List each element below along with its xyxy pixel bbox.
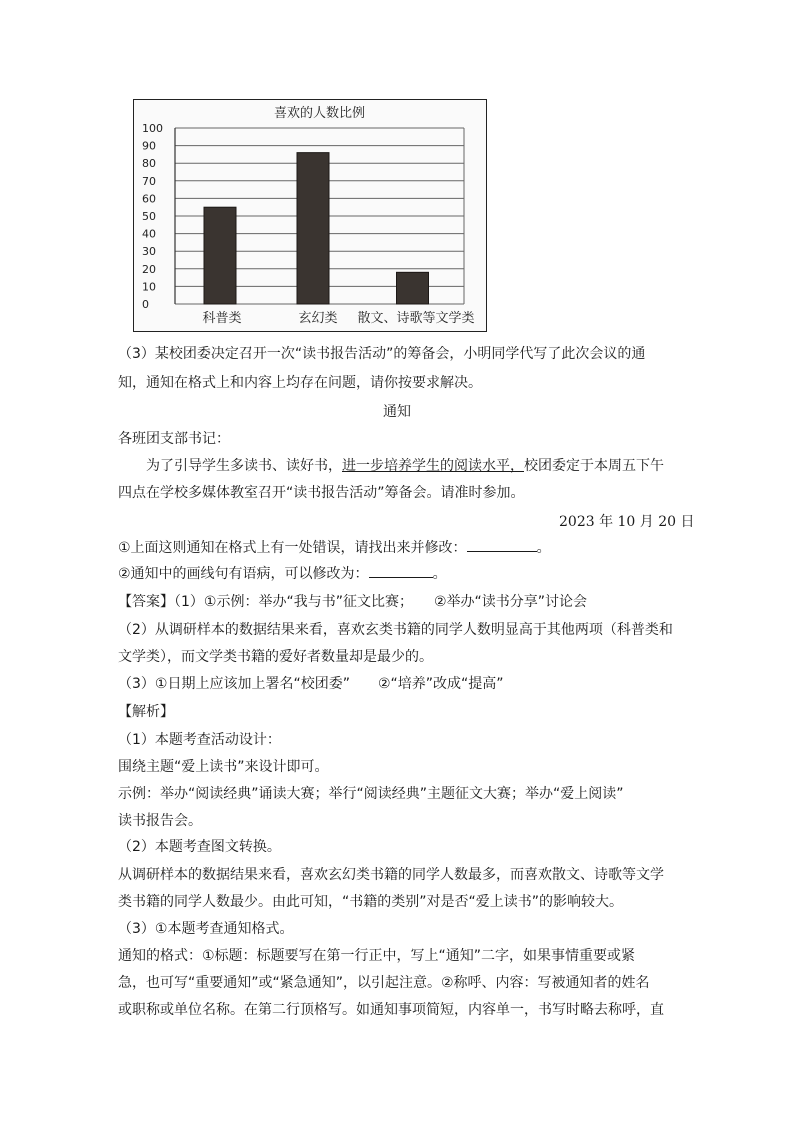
y-tick-label: 100 [142, 122, 163, 135]
x-tick-label: 科普类 [202, 311, 242, 326]
bar [397, 272, 429, 304]
analysis-line: 从调研样本的数据结果来看，喜欢玄幻类书籍的同学人数最多，而喜欢散文、诗歌等文学 [118, 867, 664, 883]
q3-intro-line-2: 知，通知在格式上和内容上均存在问题，请你按要求解决。 [118, 375, 482, 391]
notice-body-line-2: 四点在学校多媒体教室召开“读书报告活动”筹备会。请准时参加。 [118, 485, 525, 501]
notice-body-text-b: 校团委定于本周五下午 [524, 458, 664, 474]
bar [297, 153, 329, 304]
y-tick-label: 80 [142, 157, 156, 171]
analysis-line: （3）①本题考查通知格式。 [118, 921, 294, 937]
sub-question-2-end: 。 [432, 566, 447, 582]
y-tick-label: 20 [142, 262, 156, 276]
chart-canvas [134, 100, 485, 330]
chart-title: 喜欢的人数比例 [273, 106, 366, 121]
analysis-line: 读书报告会。 [118, 813, 202, 829]
analysis-line: （2）本题考查图文转换。 [118, 839, 281, 855]
sub-question-1 [118, 537, 551, 557]
notice-title: 通知 [383, 404, 411, 420]
y-tick-label: 70 [142, 174, 156, 188]
x-tick-label: 玄幻类 [298, 311, 338, 326]
y-tick-label: 10 [142, 280, 156, 294]
y-tick-label: 50 [142, 210, 156, 223]
q3-intro-line-1: （3）某校团委决定召开一次“读书报告活动”的筹备会，小明同学代写了此次会议的通 [118, 346, 646, 362]
analysis-heading: 【解析】 [118, 704, 174, 720]
answer-line-3: 文学类），而文学类书籍的爱好者数量却是最少的。 [118, 649, 433, 665]
analysis-line: 急，也可写“重要通知”或“紧急通知”，以引起注意。②称呼、内容：写被通知者的姓名 [118, 975, 650, 991]
notice-body-text-a: 为了引导学生多读书、读好书， [146, 458, 342, 474]
answer-blank-2[interactable] [369, 563, 433, 578]
notice-date: 2023 年 10 月 20 日 [559, 514, 695, 530]
y-tick-label: 30 [142, 245, 156, 259]
answer-blank-1[interactable] [467, 537, 537, 552]
answer-line-4: （3）①日期上应该加上署名“校团委” ②“培养”改成“提高” [118, 676, 504, 692]
sub-question-2-text: ②通知中的画线句有语病，可以修改为： [118, 566, 369, 582]
y-tick-label: 60 [142, 192, 156, 206]
notice-salutation: 各班团支部书记： [118, 431, 230, 447]
y-tick-label: 40 [142, 227, 156, 241]
y-tick-label: 90 [142, 139, 156, 153]
analysis-line: （1）本题考查活动设计： [118, 732, 281, 748]
underlined-sentence: 进一步培养学生的阅读水平， [342, 458, 524, 474]
analysis-line: 或职称或单位名称。在第二行顶格写。如通知事项简短，内容单一，书写时略去称呼，直 [118, 1002, 664, 1018]
x-tick-label: 散文、诗歌等文学类 [357, 311, 475, 326]
y-tick-label: 0 [142, 298, 149, 311]
sub-question-2 [118, 563, 447, 583]
notice-body-line-1 [146, 455, 664, 475]
bar [204, 207, 236, 304]
sub-question-1-text: ①上面这则通知在格式上有一处错误，请找出来并修改： [118, 540, 467, 556]
analysis-line: 通知的格式：①标题：标题要写在第一行正中，写上“通知”二字，如果事情重要或紧 [118, 948, 636, 964]
analysis-line: 示例：举办“阅读经典”诵读大赛；举行“阅读经典”主题征文大赛；举办“爱上阅读” [118, 786, 624, 802]
answer-line-2: （2）从调研样本的数据结果来看，喜欢玄类书籍的同学人数明显高于其他两项（科普类和 [118, 622, 673, 638]
analysis-line: 类书籍的同学人数最少。由此可知，“书籍的类别”对是否“爱上读书”的影响较大。 [118, 894, 624, 910]
answer-line-1: 【答案】（1）①示例：举办“我与书”征文比赛； ②举办“读书分享”讨论会 [118, 594, 588, 610]
bar-chart [133, 99, 487, 332]
analysis-line: 围绕主题“爱上读书”来设计即可。 [118, 759, 329, 775]
sub-question-1-end: 。 [536, 540, 551, 556]
